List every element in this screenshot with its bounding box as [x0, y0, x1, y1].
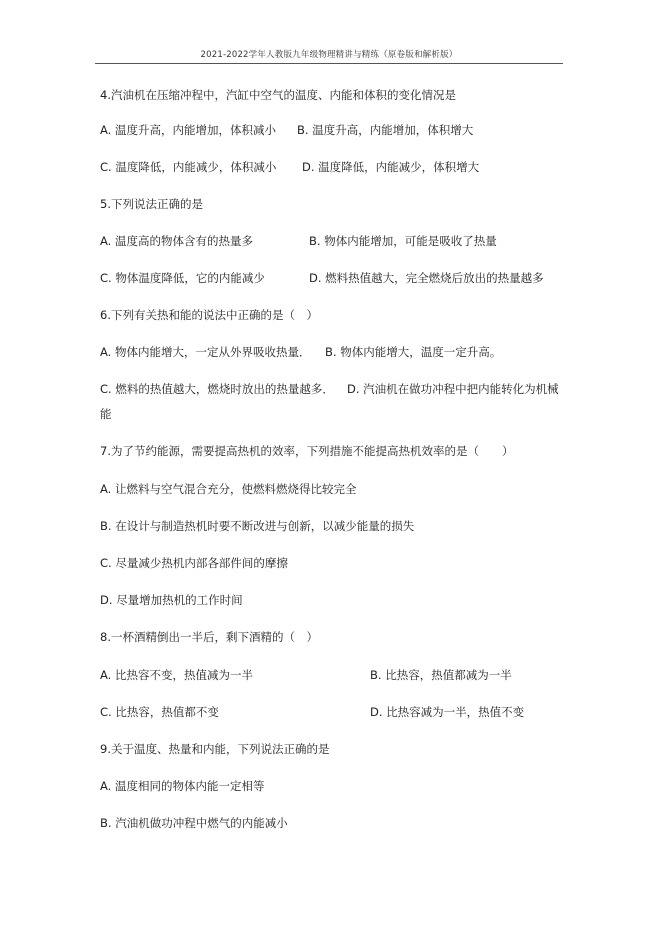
question-8-option-d: D. 比热容减为一半，热值不变: [370, 705, 525, 719]
question-6-stem: 6.下列有关热和能的说法中正确的是（ ）: [100, 308, 318, 322]
question-6-option-d-continuation: 能: [100, 407, 112, 421]
question-5-option-d: D. 燃料热值越大，完全燃烧后放出的热量越多: [309, 271, 544, 285]
question-8-option-b: B. 比热容，热值都减为一半: [370, 668, 512, 682]
question-6-option-d: D. 汽油机在做功冲程中把内能转化为机械: [347, 382, 559, 396]
question-7-option-a: A. 让燃料与空气混合充分，使燃料燃烧得比较完全: [100, 482, 357, 496]
question-6-option-b: B. 物体内能增大，温度一定升高。: [325, 345, 502, 359]
question-8-option-a: A. 比热容不变，热值减为一半: [100, 668, 253, 682]
question-7-option-b: B. 在设计与制造热机时要不断改进与创新，以减少能量的损失: [100, 519, 415, 533]
question-9-stem: 9.关于温度、热量和内能，下列说法正确的是: [100, 742, 330, 756]
header-rule: [95, 63, 563, 64]
question-5-stem: 5.下列说法正确的是: [100, 197, 203, 211]
question-5-option-c: C. 物体温度降低，它的内能减少: [100, 271, 265, 285]
question-5-option-b: B. 物体内能增加，可能是吸收了热量: [309, 234, 497, 248]
question-6-option-c: C. 燃料的热值越大，燃烧时放出的热量越多．: [100, 382, 334, 396]
question-4-option-a: A. 温度升高，内能增加，体积减小: [100, 123, 276, 137]
question-7-option-d: D. 尽量增加热机的工作时间: [100, 593, 243, 607]
question-9-option-a: A. 温度相同的物体内能一定相等: [100, 779, 265, 793]
question-7-option-c: C. 尽量减少热机内部各部件间的摩擦: [100, 556, 288, 570]
question-4-option-d: D. 温度降低，内能减少，体积增大: [302, 160, 480, 174]
question-4-option-b: B. 温度升高，内能增加，体积增大: [297, 123, 474, 137]
question-6-option-a: A. 物体内能增大，一定从外界吸收热量．: [100, 345, 311, 359]
question-7-stem: 7.为了节约能源，需要提高热机的效率，下列措施不能提高热机效率的是（ ）: [100, 444, 514, 458]
question-4-stem: 4.汽油机在压缩冲程中，汽缸中空气的温度、内能和体积的变化情况是: [100, 88, 456, 102]
question-5-option-a: A. 温度高的物体含有的热量多: [100, 234, 253, 248]
page-header: 2021-2022学年人教版九年级物理精讲与精练（原卷版和解析版）: [200, 50, 458, 60]
question-9-option-b: B. 汽油机做功冲程中燃气的内能减小: [100, 816, 288, 830]
question-8-stem: 8.一杯酒精倒出一半后，剩下酒精的（ ）: [100, 630, 318, 644]
question-8-option-c: C. 比热容，热值都不变: [100, 705, 219, 719]
question-4-option-c: C. 温度降低，内能减少，体积减小: [100, 160, 277, 174]
